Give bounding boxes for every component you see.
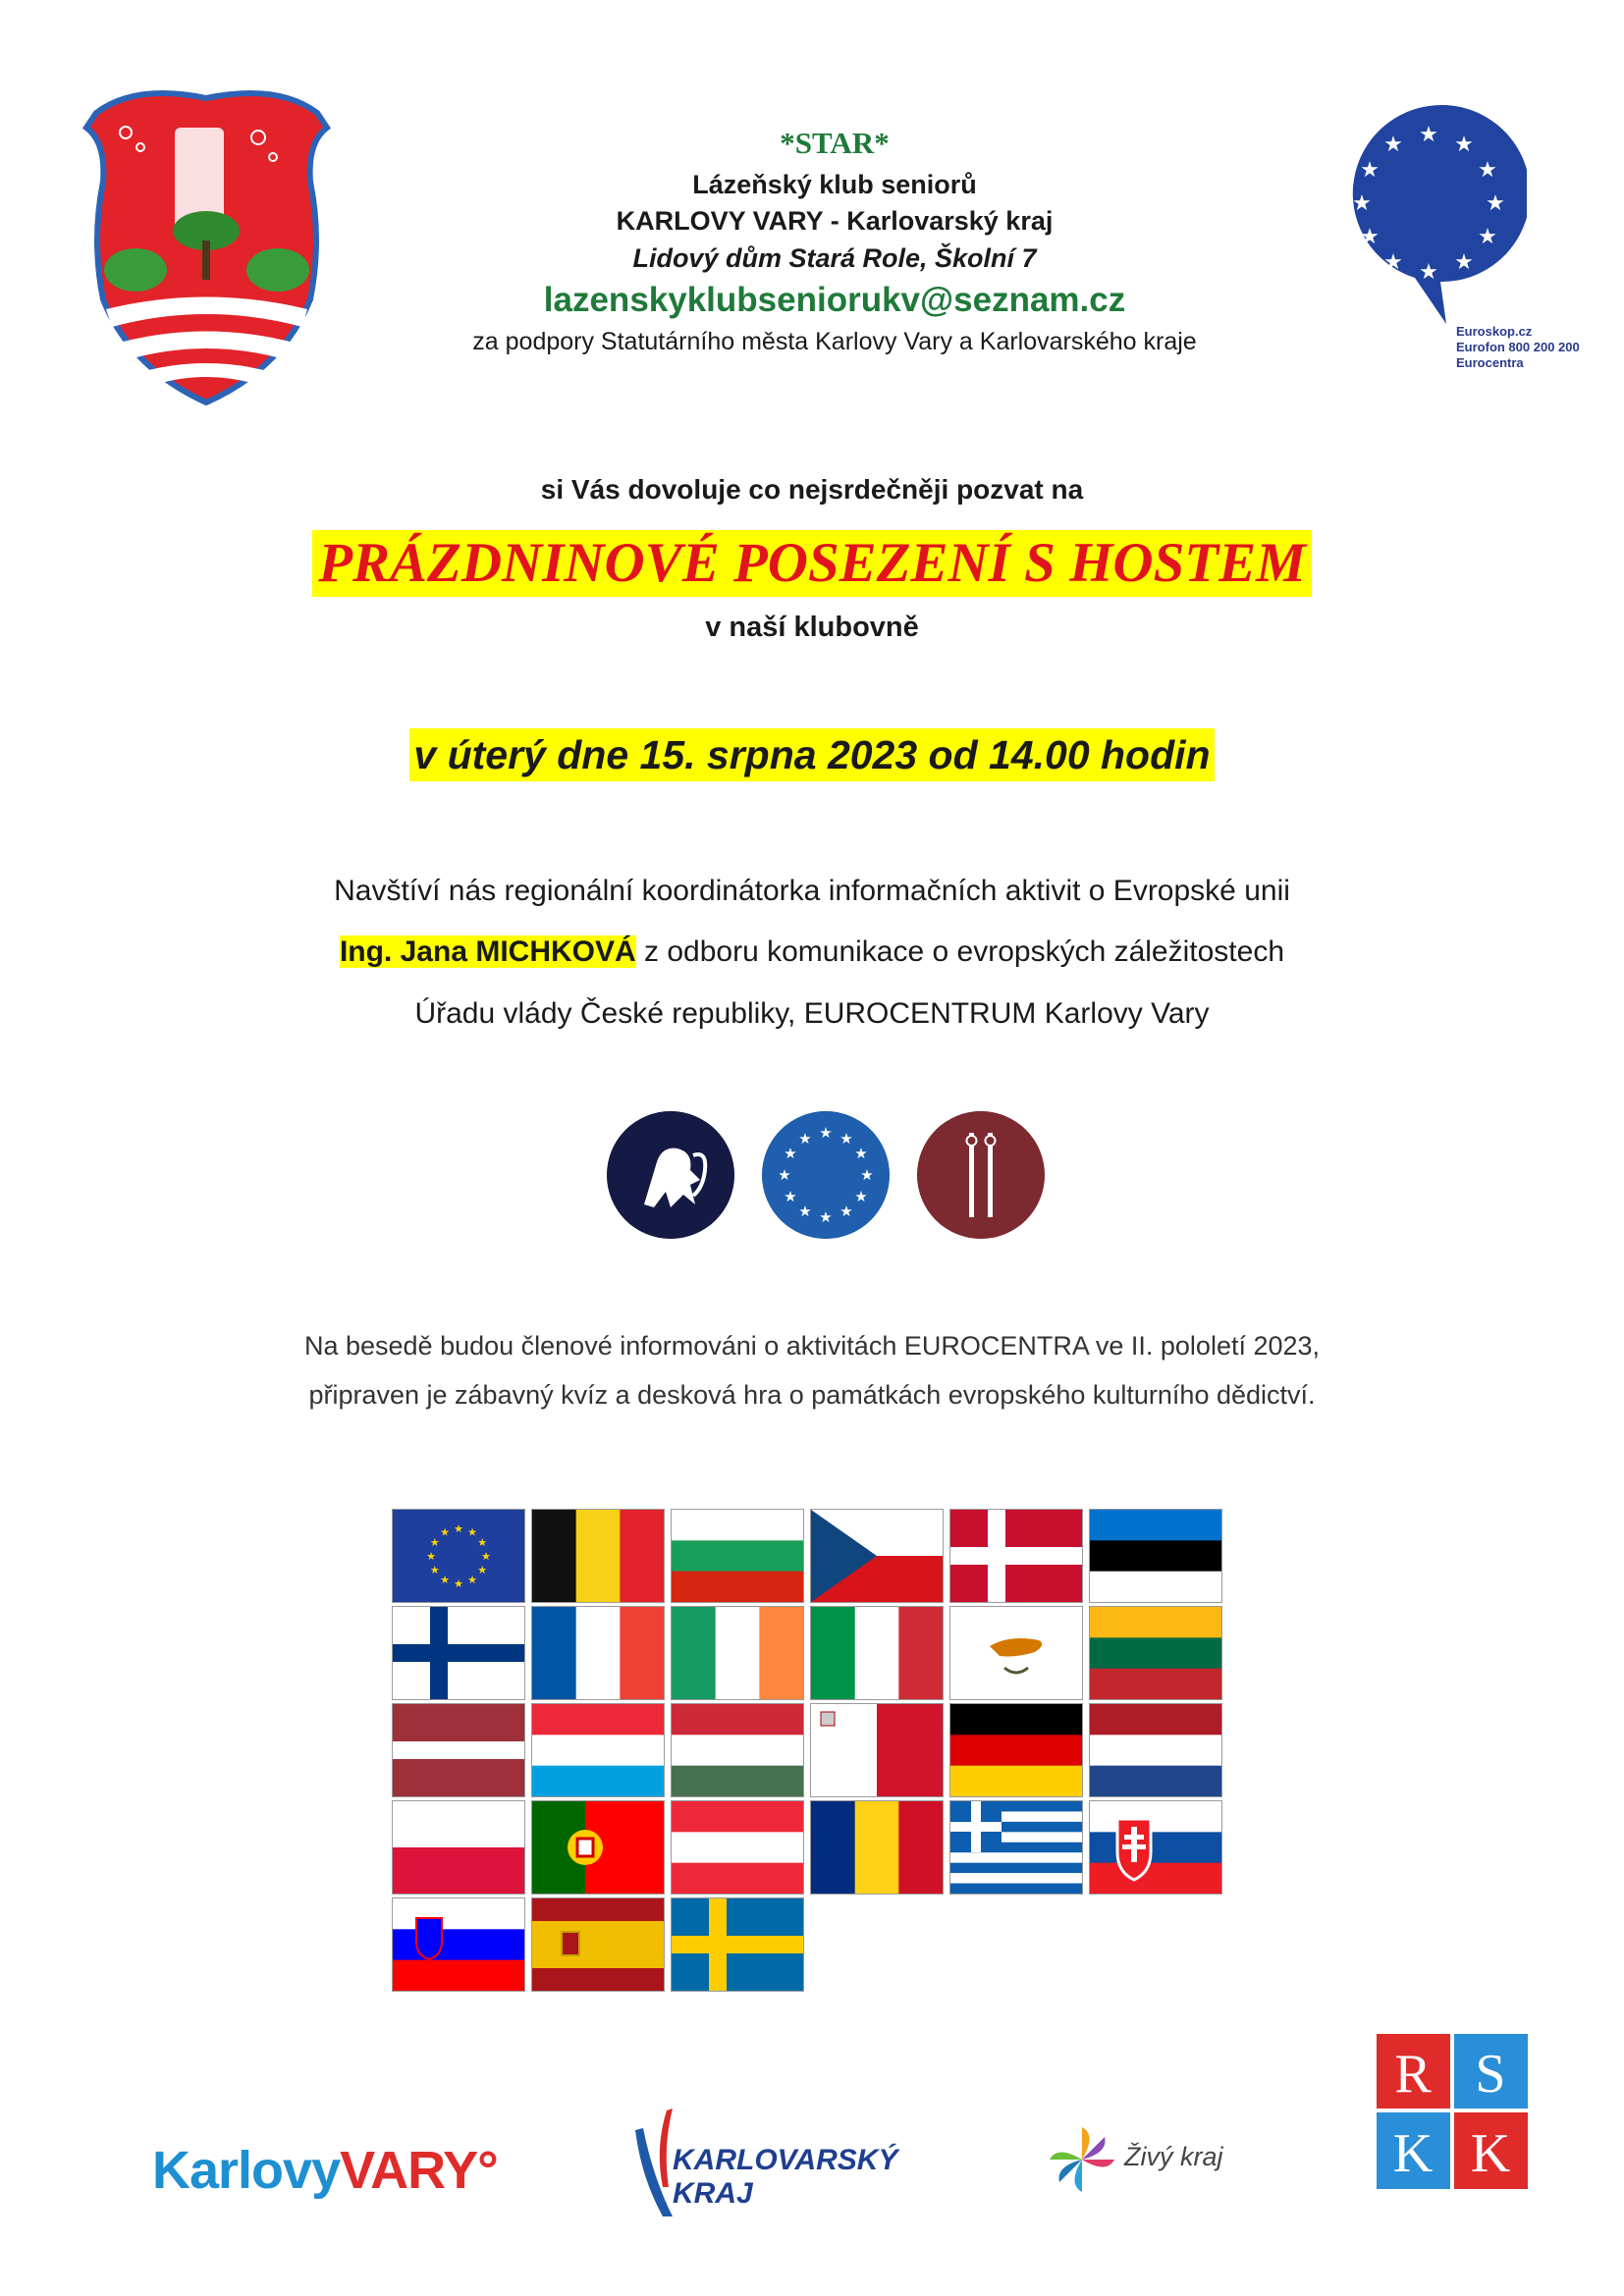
svg-text:★: ★	[860, 1166, 874, 1184]
svg-text:★: ★	[1419, 123, 1438, 147]
eu-logo-caption	[1456, 324, 1613, 371]
svg-text:★: ★	[467, 1574, 477, 1587]
estonia-flag	[1090, 1510, 1221, 1602]
svg-text:★: ★	[426, 1549, 436, 1563]
kraj-line-2: KRAJ	[673, 2177, 753, 2210]
svg-text:★: ★	[854, 1188, 868, 1205]
svg-text:★: ★	[1419, 260, 1438, 285]
latvia-flag	[393, 1704, 524, 1796]
guest-line-1: Navštíví nás regionální koordinátorka informačních aktivit o Evropské unii	[334, 875, 1290, 907]
czech-government-lion-logo	[607, 1111, 734, 1239]
club-name: Lázeňský klub seniorů	[692, 170, 977, 199]
note-line-1: Na besedě budou členové informováni o aktivitách EUROCENTRA ve II. pololetí 2023,	[303, 1331, 1321, 1361]
rskk-letter-k1: K	[1392, 2123, 1434, 2184]
svg-text:★: ★	[819, 1124, 833, 1142]
club-email: lazenskyklubseniorukv@seznam.cz	[543, 281, 1126, 319]
svg-text:★: ★	[1383, 133, 1403, 157]
rskk-letter-s: S	[1475, 2044, 1506, 2105]
svg-text:★: ★	[1486, 191, 1505, 216]
event-title: PRÁZDNINOVÉ POSEZENÍ S HOSTEM	[312, 530, 1312, 597]
svg-text:★: ★	[1383, 250, 1403, 275]
svg-text:★: ★	[467, 1525, 477, 1539]
bulgaria-flag	[672, 1510, 803, 1602]
eu-flag	[393, 1510, 524, 1602]
support-note: za podpory Statutárního města Karlovy Vary a Karlovarského kraje	[472, 328, 1197, 355]
svg-text:★: ★	[1360, 158, 1380, 183]
denmark-flag	[950, 1510, 1082, 1602]
svg-text:★: ★	[1478, 158, 1497, 183]
austria-flag	[672, 1801, 803, 1894]
greece-flag	[950, 1801, 1082, 1894]
eu-stars-logo	[762, 1111, 890, 1239]
event-date: v úterý dne 15. srpna 2023 od 14.00 hodin	[409, 728, 1214, 781]
svg-text:★: ★	[819, 1208, 833, 1226]
svg-text:★: ★	[429, 1535, 440, 1549]
svg-text:★: ★	[1352, 191, 1372, 216]
svg-text:★: ★	[778, 1166, 791, 1184]
kv-logo-part1: Karlovy	[152, 2141, 341, 2200]
guest-department: z odboru komunikace o evropských záležitostech	[635, 935, 1285, 968]
karlovy-vary-logo	[152, 2140, 498, 2201]
italy-flag	[811, 1607, 943, 1699]
svg-text:★: ★	[854, 1145, 868, 1162]
poland-flag	[393, 1801, 524, 1894]
rskk-letter-k2: K	[1470, 2123, 1511, 2184]
eu-caption-line1: Euroskop.cz	[1456, 324, 1533, 339]
slovenia-flag	[393, 1898, 524, 1991]
svg-text:★: ★	[1478, 225, 1497, 249]
svg-text:★: ★	[477, 1535, 488, 1549]
kraj-line-1: KARLOVARSKÝ	[673, 2144, 898, 2176]
svg-text:★: ★	[798, 1202, 812, 1220]
svg-text:★: ★	[481, 1549, 491, 1563]
star-heading: *STAR*	[780, 126, 890, 160]
svg-text:★: ★	[454, 1576, 463, 1590]
belgium-flag	[532, 1510, 664, 1602]
rskk-logo	[1373, 2030, 1532, 2193]
note-line-2: připraven je zábavný kvíz a desková hra o památkách evropského kulturního dědictví.	[308, 1380, 1316, 1410]
ireland-flag	[672, 1607, 803, 1699]
svg-text:★: ★	[784, 1188, 797, 1205]
pinwheel-icon	[1048, 2125, 1116, 2194]
rskk-letter-r: R	[1394, 2044, 1432, 2105]
guest-name: Ing. Jana MICHKOVÁ	[339, 935, 636, 968]
eu-caption-line2: Eurofon 800 200 200	[1456, 340, 1580, 354]
svg-text:★: ★	[784, 1145, 797, 1162]
event-venue: v naší klubovně	[705, 612, 919, 643]
netherlands-flag	[1090, 1704, 1221, 1796]
romania-flag	[811, 1801, 943, 1894]
sweden-flag	[672, 1898, 803, 1991]
portugal-flag	[532, 1801, 664, 1894]
svg-text:★: ★	[429, 1563, 440, 1576]
malta-flag	[811, 1704, 943, 1796]
svg-text:★: ★	[440, 1574, 450, 1587]
svg-text:★: ★	[454, 1522, 463, 1535]
guest-line-2	[0, 933, 1624, 972]
svg-text:★: ★	[1360, 225, 1380, 249]
eu-caption-line3: Eurocentra	[1456, 355, 1524, 370]
svg-text:★: ★	[839, 1130, 853, 1148]
karlovarsky-kraj-logo	[633, 2109, 898, 2221]
svg-text:★: ★	[1454, 133, 1474, 157]
svg-text:★: ★	[798, 1130, 812, 1148]
lithuania-flag	[1090, 1607, 1221, 1699]
svg-text:★: ★	[477, 1563, 488, 1576]
spain-flag	[532, 1898, 664, 1991]
club-address: Lidový dům Stará Role, Školní 7	[632, 243, 1037, 273]
cyprus-flag	[950, 1607, 1082, 1699]
finland-flag	[393, 1607, 524, 1699]
hungary-flag	[672, 1704, 803, 1796]
zivy-kraj-text: Živý kraj	[1124, 2142, 1223, 2171]
france-flag	[532, 1607, 664, 1699]
germany-flag	[950, 1704, 1082, 1796]
svg-text:★: ★	[1454, 250, 1474, 275]
club-city: KARLOVY VARY - Karlovarský kraj	[616, 206, 1054, 236]
event-date-wrap	[0, 728, 1624, 781]
czechia-flag	[811, 1510, 943, 1602]
svg-text:★: ★	[839, 1202, 853, 1220]
svg-text:★: ★	[440, 1525, 450, 1539]
zivy-kraj-logo	[1048, 2120, 1244, 2199]
luxembourg-flag	[532, 1704, 664, 1796]
kv-logo-part2: VARY°	[340, 2141, 498, 2200]
invitation-intro: si Vás dovoluje co nejsrdečněji pozvat na	[540, 474, 1084, 505]
event-title-wrap	[0, 530, 1624, 597]
slovakia-flag	[1090, 1801, 1221, 1894]
double-line-logo	[917, 1111, 1045, 1239]
guest-line-3: Úřadu vlády České republiky, EUROCENTRUM Karlovy Vary	[414, 997, 1210, 1030]
